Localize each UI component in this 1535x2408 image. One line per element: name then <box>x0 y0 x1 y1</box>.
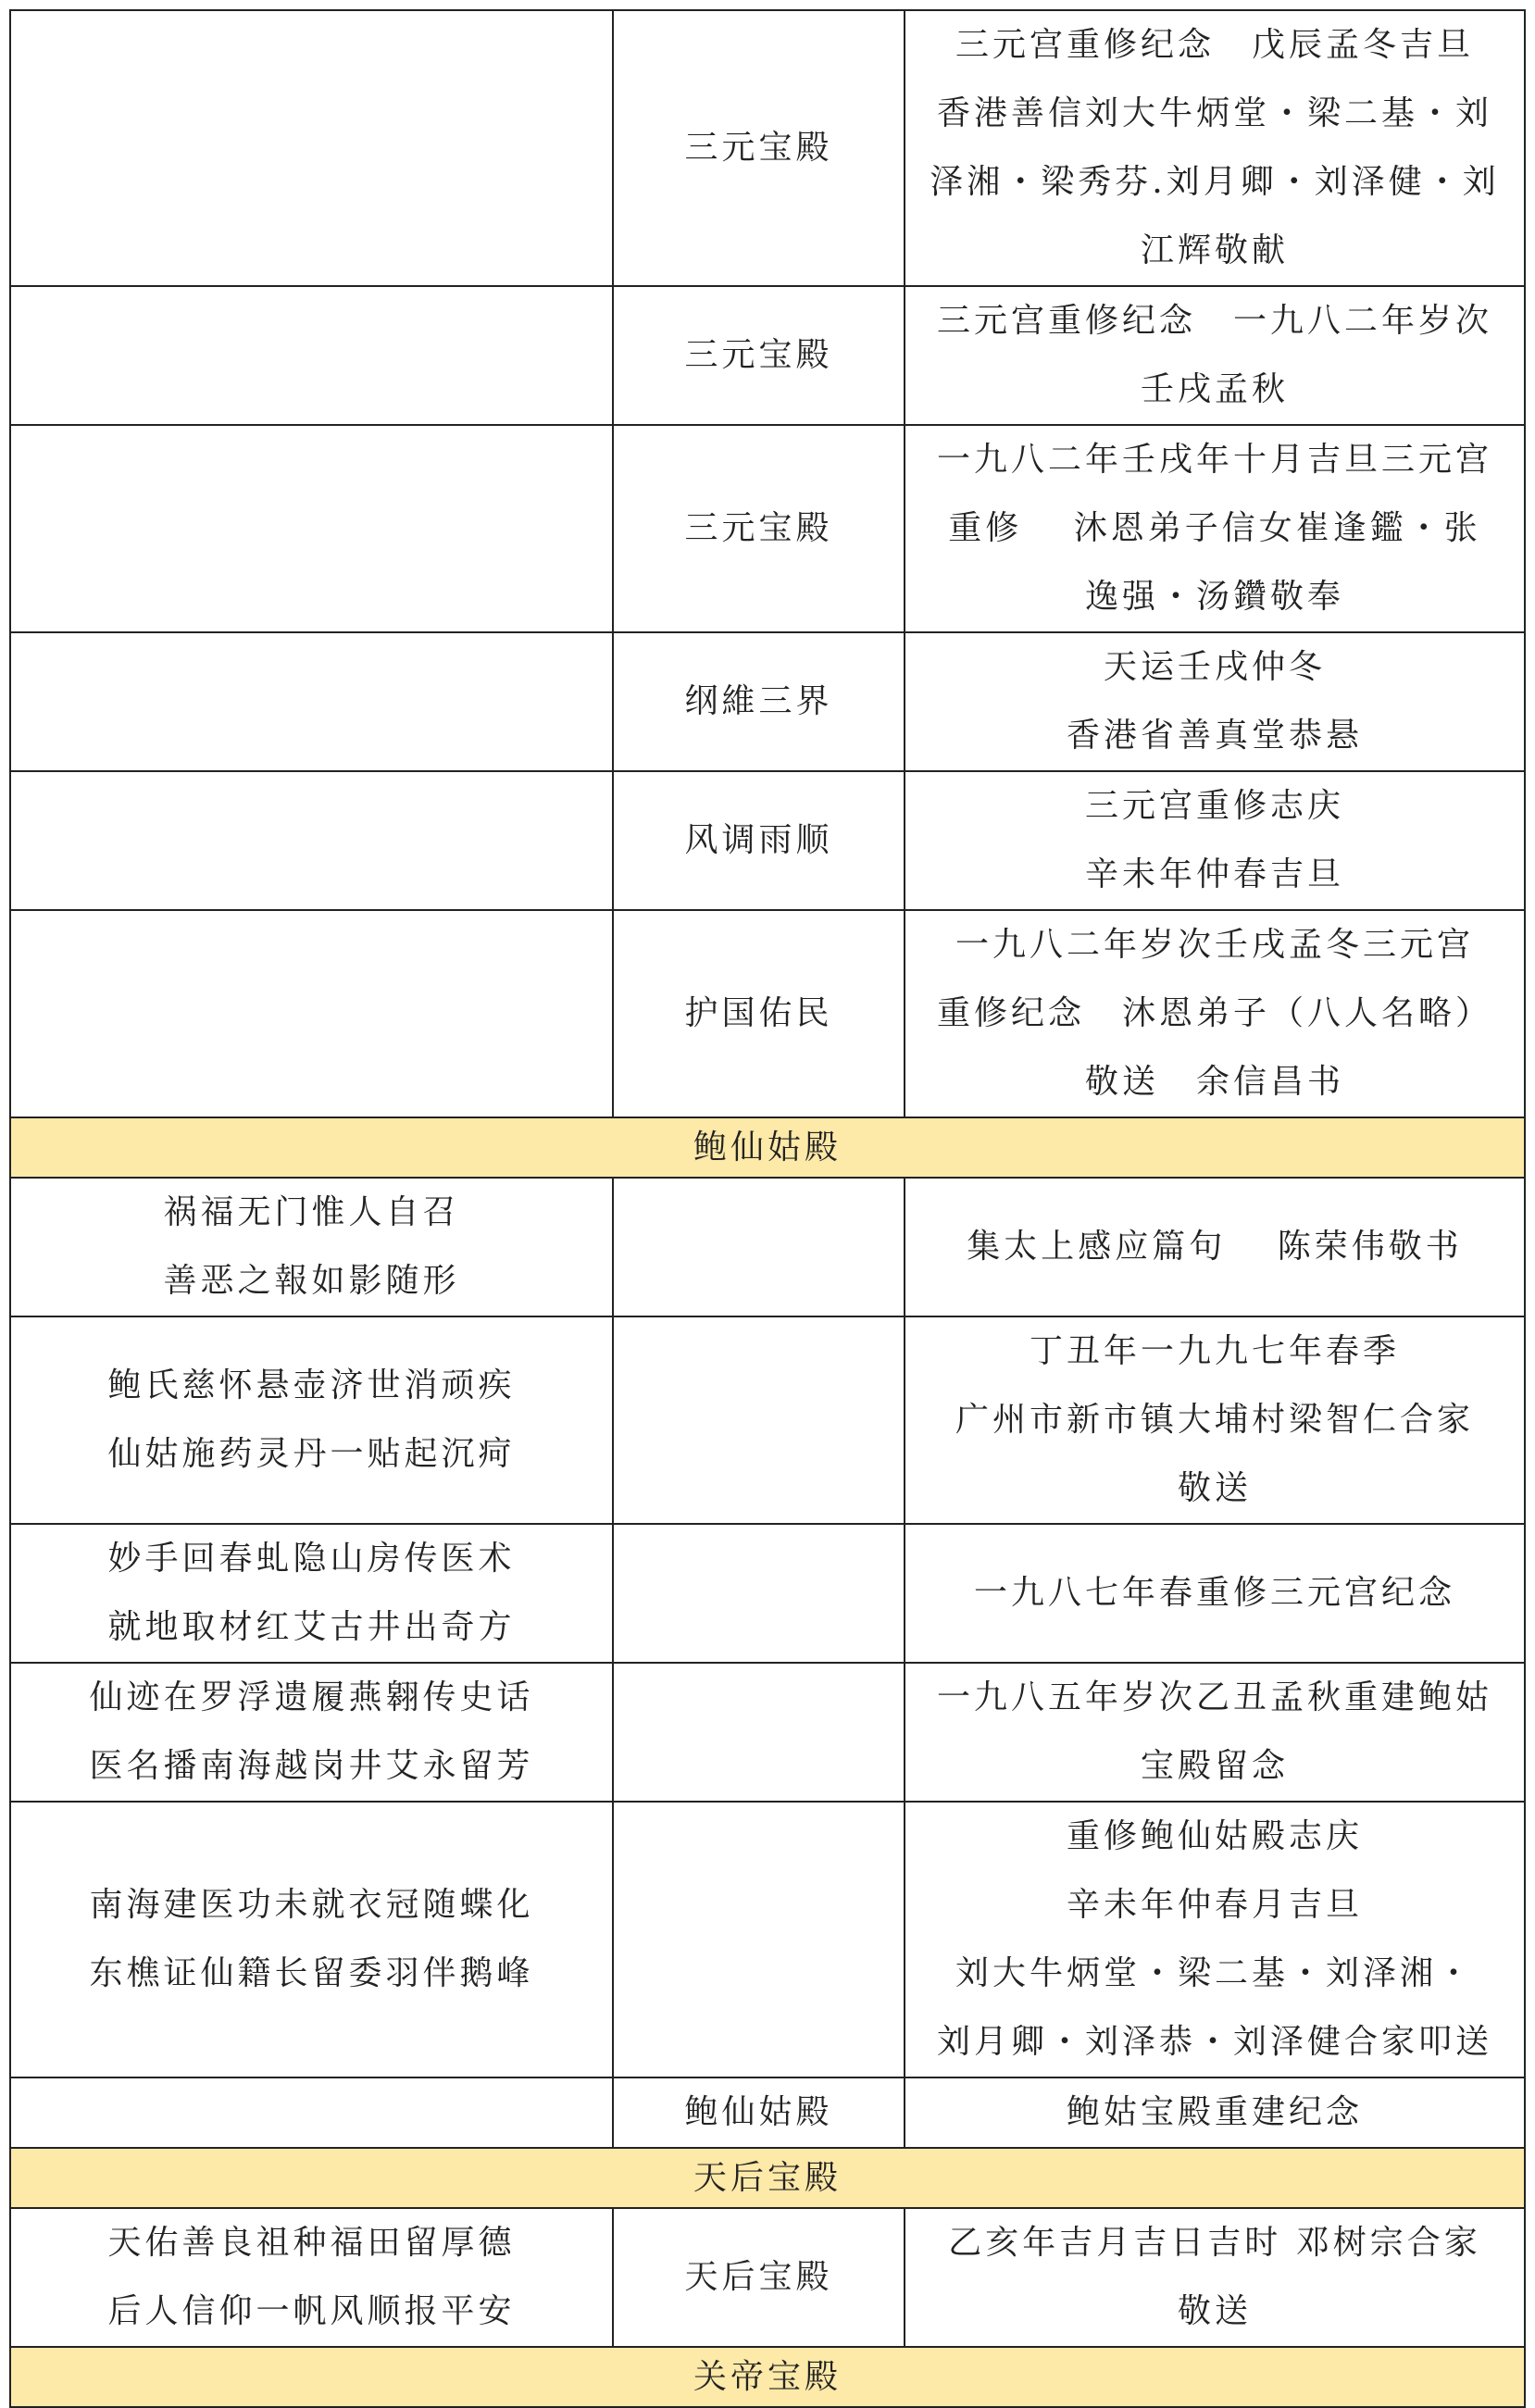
plaque-name-cell: 三元宝殿 <box>613 10 905 286</box>
couplet-cell: 仙迹在罗浮遗履燕翱传史话 医名播南海越岗井艾永留芳 <box>10 1663 613 1802</box>
inscription-cell: 一九八七年春重修三元宫纪念 <box>905 1524 1525 1663</box>
inscription-cell: 一九八五年岁次乙丑孟秋重建鲍姑 宝殿留念 <box>905 1663 1525 1802</box>
inscription-cell: 重修鲍仙姑殿志庆 辛未年仲春月吉旦 刘大牛炳堂・梁二基・刘泽湘・ 刘月卿・刘泽恭・刘泽健合家叩送 <box>905 1802 1525 2077</box>
table-row <box>10 10 1525 286</box>
plaque-name-cell: 纲維三界 <box>613 632 905 771</box>
inscription-cell: 三元宫重修纪念 戊辰孟冬吉旦 香港善信刘大牛炳堂・梁二基・刘 泽湘・梁秀芬.刘月卿・刘泽健・刘 江辉敬献 <box>905 10 1525 286</box>
inscription-cell: 天运壬戌仲冬 香港省善真堂恭悬 <box>905 632 1525 771</box>
inscription-cell: 乙亥年吉月吉日吉时 邓树宗合家 敬送 <box>905 2208 1525 2347</box>
couplet-cell: 鲍氏慈怀悬壶济世消顽疾 仙姑施药灵丹一贴起沉疴 <box>10 1316 613 1524</box>
couplet-cell <box>10 632 613 771</box>
inscription-cell: 鲍姑宝殿重建纪念 <box>905 2077 1525 2148</box>
couplet-cell <box>10 10 613 286</box>
plaque-table-body <box>10 10 1525 2407</box>
couplet-cell: 天佑善良祖种福田留厚德 后人信仰一帆风顺报平安 <box>10 2208 613 2347</box>
table-row <box>10 1802 1525 2077</box>
plaque-name-cell <box>613 1316 905 1524</box>
section-header-row <box>10 1117 1525 1178</box>
table-row <box>10 425 1525 632</box>
table-row <box>10 632 1525 771</box>
table-row <box>10 771 1525 910</box>
couplet-cell <box>10 2077 613 2148</box>
couplet-cell: 妙手回春虬隐山房传医术 就地取材红艾古井出奇方 <box>10 1524 613 1663</box>
section-header-bao-xian-gu: 鲍仙姑殿 <box>10 1117 1525 1178</box>
couplet-cell <box>10 771 613 910</box>
table-row <box>10 286 1525 425</box>
plaque-name-cell: 三元宝殿 <box>613 425 905 632</box>
couplet-cell <box>10 910 613 1117</box>
table-row <box>10 1663 1525 1802</box>
couplet-cell <box>10 286 613 425</box>
inscription-cell: 三元宫重修志庆 辛未年仲春吉旦 <box>905 771 1525 910</box>
couplet-cell <box>10 425 613 632</box>
plaque-name-cell: 三元宝殿 <box>613 286 905 425</box>
table-row <box>10 2208 1525 2347</box>
plaque-table <box>9 9 1526 2408</box>
section-header-row <box>10 2148 1525 2208</box>
couplet-cell: 南海建医功未就衣冠随蝶化 东樵证仙籍长留委羽伴鹅峰 <box>10 1802 613 2077</box>
table-row <box>10 1316 1525 1524</box>
table-row <box>10 910 1525 1117</box>
plaque-name-cell: 天后宝殿 <box>613 2208 905 2347</box>
inscription-cell: 一九八二年岁次壬戌孟冬三元宫 重修纪念 沐恩弟子（八人名略） 敬送 余信昌书 <box>905 910 1525 1117</box>
section-header-tian-hou: 天后宝殿 <box>10 2148 1525 2208</box>
table-row <box>10 2077 1525 2148</box>
section-header-row <box>10 2347 1525 2407</box>
plaque-name-cell: 鲍仙姑殿 <box>613 2077 905 2148</box>
inscription-cell: 集太上感应篇句 陈荣伟敬书 <box>905 1178 1525 1316</box>
plaque-name-cell <box>613 1524 905 1663</box>
inscription-cell: 丁丑年一九九七年春季 广州市新市镇大埔村梁智仁合家 敬送 <box>905 1316 1525 1524</box>
plaque-name-cell <box>613 1802 905 2077</box>
couplet-cell: 祸福无门惟人自召 善恶之報如影随形 <box>10 1178 613 1316</box>
inscription-cell: 一九八二年壬戌年十月吉旦三元宫 重修 沐恩弟子信女崔逢鑑・张 逸强・汤鑽敬奉 <box>905 425 1525 632</box>
plaque-name-cell: 风调雨顺 <box>613 771 905 910</box>
plaque-name-cell: 护国佑民 <box>613 910 905 1117</box>
table-row <box>10 1524 1525 1663</box>
section-header-guan-di: 关帝宝殿 <box>10 2347 1525 2407</box>
inscription-cell: 三元宫重修纪念 一九八二年岁次 壬戌孟秋 <box>905 286 1525 425</box>
plaque-name-cell <box>613 1663 905 1802</box>
plaque-name-cell <box>613 1178 905 1316</box>
table-row <box>10 1178 1525 1316</box>
